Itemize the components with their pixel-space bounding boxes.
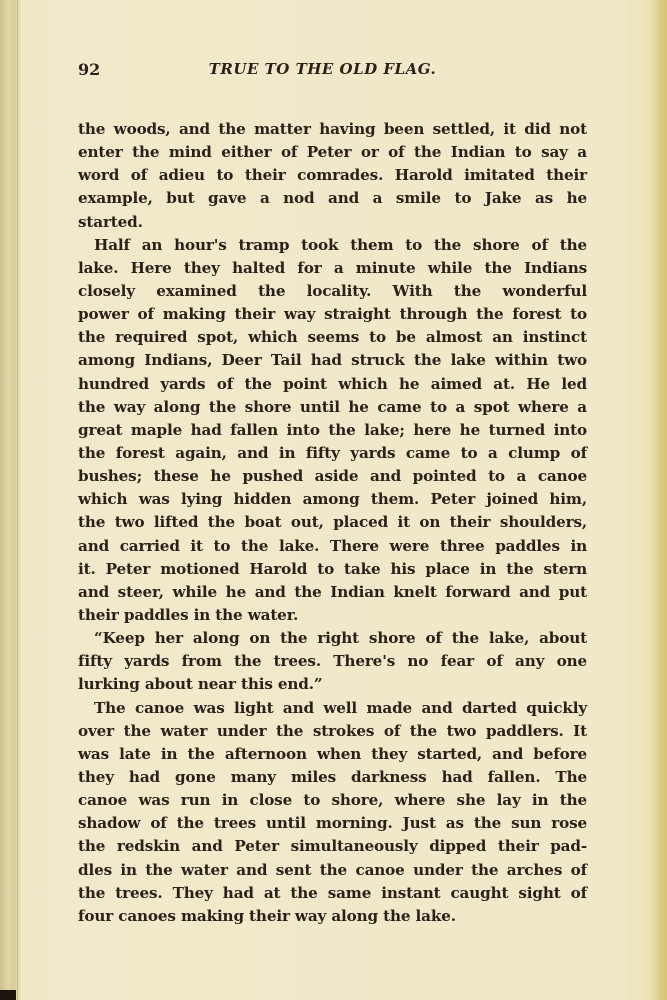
text-line: the two lifted the boat out, placed it on their shoulders, <box>78 513 587 532</box>
text-line: the woods, and the matter having been settled, it did not <box>78 120 587 138</box>
text-line: it. Peter motioned Harold to take his place in the stern <box>78 559 587 578</box>
text-line: the required spot, which seems to be almost an instinct <box>78 328 587 347</box>
text-line: the trees. They had at the same instant caught sight of <box>78 883 587 902</box>
text-line: started. <box>78 212 143 231</box>
text-line: bushes; these he pushed aside and pointed to a canoe <box>78 467 587 486</box>
text-line: among Indians, Deer Tail had struck the lake within two <box>78 351 587 370</box>
text-line: lake. Here they halted for a minute while the Indians <box>78 258 587 277</box>
scan-edge <box>0 990 16 1000</box>
text-line: great maple had fallen into the lake; here he turned into <box>78 420 587 439</box>
text-line: four canoes making their way along the lake. <box>78 906 456 925</box>
text-line: enter the mind either of Peter or of the Indian to say a <box>78 143 587 162</box>
text-line: “Keep her along on the right shore of the lake, about <box>94 629 587 648</box>
text-line: and carried it to the lake. There were three paddles in <box>78 536 587 555</box>
text-line: their paddles in the water. <box>78 605 299 624</box>
text-line: example, but gave a nod and a smile to Jake as he <box>78 189 587 208</box>
text-line: word of adieu to their comrades. Harold imitated their <box>78 166 587 185</box>
page-gutter <box>17 0 18 1000</box>
text-line: fifty yards from the trees. There's no fear of any one <box>78 652 587 671</box>
text-line: closely examined the locality. With the wonderful <box>78 281 587 300</box>
text-line: shadow of the trees until morning. Just as the sun rose <box>78 814 587 833</box>
text-line: dles in the water and sent the canoe under the arches of <box>78 860 587 879</box>
text-line: the way along the shore until he came to a spot where a <box>78 397 587 416</box>
text-line: they had gone many miles darkness had fallen. The <box>78 767 587 786</box>
text-line: was late in the afternoon when they started, and before <box>78 744 587 763</box>
text-line: which was lying hidden among them. Peter joined him, <box>78 490 587 509</box>
text-line: hundred yards of the point which he aimed at. He led <box>78 374 587 393</box>
text-line: lurking about near this end.” <box>78 675 323 694</box>
text-line: the redskin and Peter simultaneously dipped their pad- <box>78 837 587 856</box>
text-line: the forest again, and in fifty yards came to a clump of <box>78 443 587 462</box>
page-number: 92 <box>78 60 101 79</box>
text-line: The canoe was light and well made and darted quickly <box>94 698 587 717</box>
text-line: canoe was run in close to shore, where she lay in the <box>78 791 587 810</box>
running-title: TRUE TO THE OLD FLAG. <box>208 60 437 78</box>
text-line: power of making their way straight through the forest to <box>78 305 587 324</box>
page-header <box>78 60 587 84</box>
text-line: Half an hour's tramp took them to the shore of the <box>94 235 587 254</box>
page-body-text <box>78 118 587 928</box>
text-line: over the water under the strokes of the two paddlers. It <box>78 721 587 740</box>
text-line: and steer, while he and the Indian knelt forward and put <box>78 582 587 601</box>
